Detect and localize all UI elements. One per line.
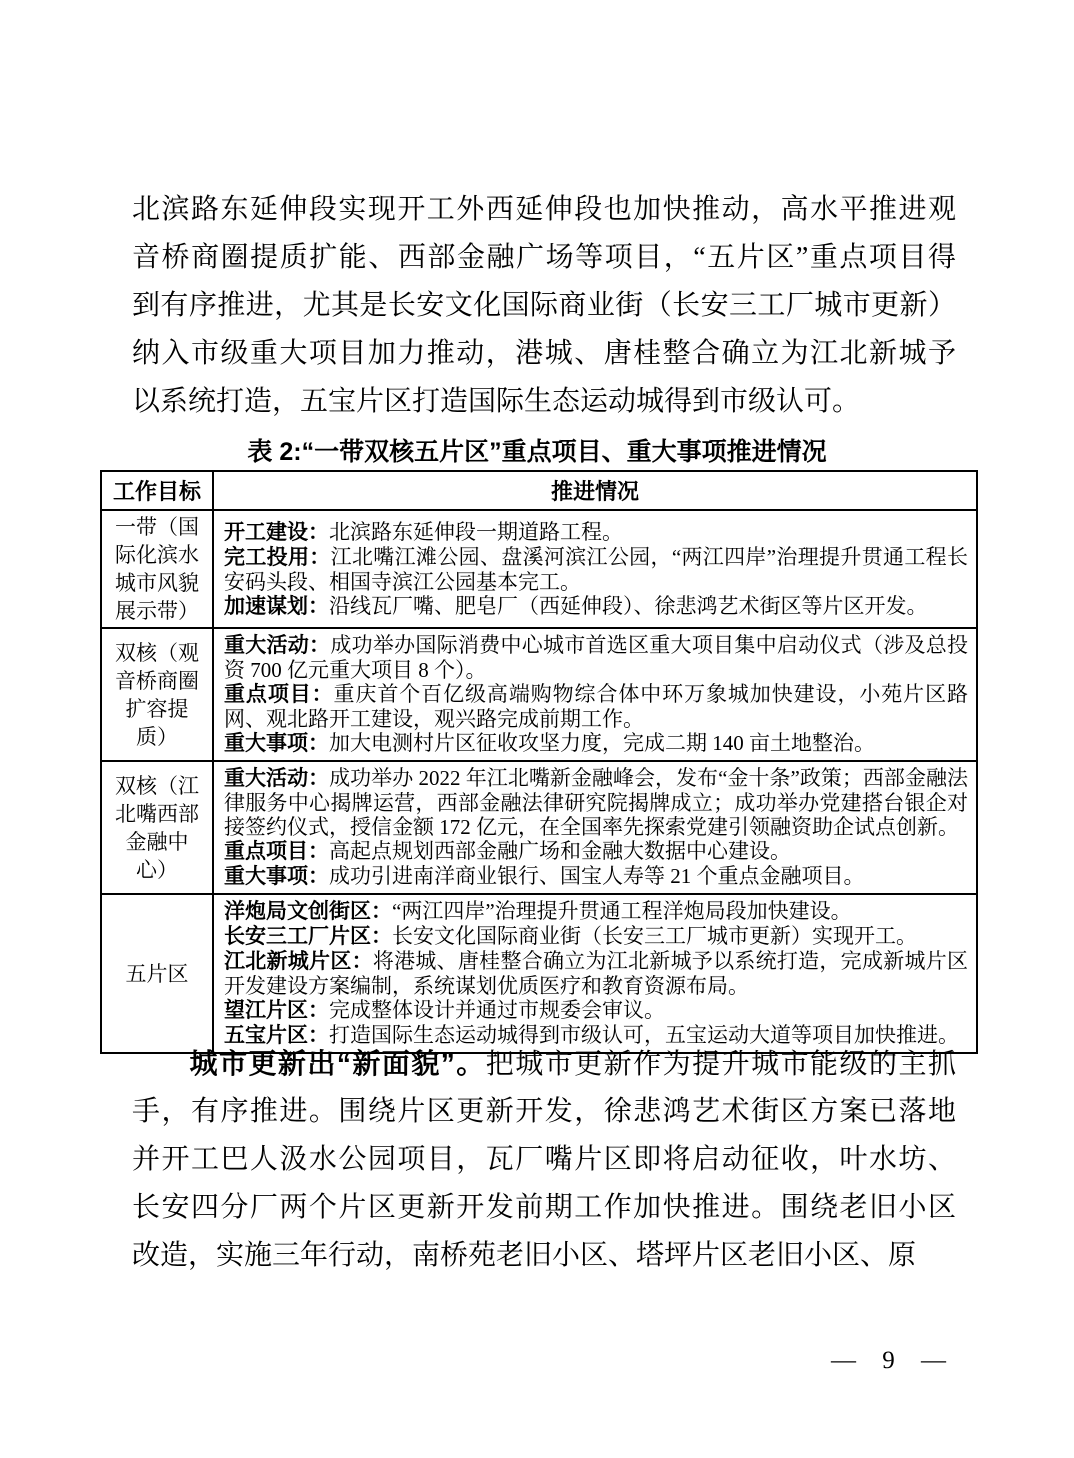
bold-lead-text: 城市更新出“新面貌”。	[188, 1048, 486, 1079]
progress-item-text: 江北嘴江滩公园、盘溪河滨江公园，“两江四岸”治理提升贯通工程长安码头段、相国寺滨江公园基本完工。	[224, 544, 969, 594]
work-goal-line: 五片区	[125, 961, 189, 986]
table-header-goal: 工作目标	[101, 471, 213, 510]
progress-item-text: 成功举办 2022 年江北嘴新金融峰会，发布“金十条”政策；西部金融法律服务中心揭牌运营，西部金融法律研究院揭牌成立；成功举办党建搭台银企对接签约仪式，授信金额 172 亿元，在全国率先探索党建引领融资助企试点创新。	[224, 766, 969, 839]
progress-item	[224, 839, 968, 864]
body-text: 把城市更新作为提升城市能级的主抓	[485, 1049, 956, 1080]
progress-item-label: 江北新城片区：	[224, 950, 373, 973]
body-text: 到有序推进，尤其是长安文化国际商业街（长安三工厂城市更新）	[132, 290, 956, 321]
progress-item-text: 完成整体设计并通过市规委会审议。	[329, 998, 665, 1022]
progress-item	[224, 766, 968, 839]
table-title: 表 2:“一带双核五片区”重点项目、重大事项推进情况	[247, 438, 827, 466]
progress-item	[224, 594, 968, 619]
work-goal-cell	[101, 894, 213, 1053]
paragraph-line	[132, 1184, 956, 1232]
paragraph-line	[132, 1088, 956, 1136]
progress-item	[224, 899, 968, 924]
body-text: 音桥商圈提质扩能、西部金融广场等项目，“五片区”重点项目得	[132, 242, 956, 273]
table-body	[101, 510, 977, 1053]
body-text: 纳入市级重大项目加力推动，港城、唐桂整合确立为江北新城予	[132, 338, 956, 369]
progress-item-text: 打造国际生态运动城得到市级认可，五宝运动大道等项目加快推进。	[329, 1023, 959, 1047]
progress-item-label: 重大事项：	[224, 865, 329, 888]
paragraph-top	[132, 186, 956, 426]
work-goal-cell	[101, 628, 213, 761]
paragraph-line	[132, 1040, 956, 1088]
progress-item	[224, 998, 968, 1023]
progress-item-label: 完工投用：	[224, 545, 331, 569]
progress-item-label: 重点项目：	[224, 840, 329, 863]
paragraph-bottom	[132, 1040, 956, 1280]
paragraph-line	[132, 330, 956, 378]
progress-item-label: 重大活动：	[224, 634, 331, 657]
progress-item	[224, 924, 968, 949]
progress-item-label: 加速谋划：	[224, 594, 329, 618]
progress-item	[224, 545, 968, 594]
progress-item-text: 沿线瓦厂嘴、肥皂厂（西延伸段）、徐悲鸿艺术街区等片区开发。	[329, 593, 928, 618]
body-text: 并开工巴人汲水公园项目，瓦厂嘴片区即将启动征收，叶水坊、	[132, 1144, 956, 1175]
progress-table	[100, 470, 978, 1054]
work-goal-line: 金融中	[125, 829, 189, 854]
paragraph-line	[132, 1136, 956, 1184]
body-text: 以系统打造，五宝片区打造国际生态运动城得到市级认可。	[132, 386, 861, 417]
progress-item	[224, 633, 968, 682]
progress-item-text: 成功引进南洋商业银行、国宝人寿等 21 个重点金融项目。	[329, 864, 865, 888]
table-row	[101, 510, 977, 628]
progress-item-text: “两江四岸”治理提升贯通工程洋炮局段加快建设。	[392, 899, 852, 923]
progress-item-label: 五宝片区：	[224, 1024, 329, 1047]
paragraph-line	[132, 378, 956, 426]
work-goal-line: 双核（江	[115, 773, 199, 798]
progress-item-text: 北滨路东延伸段一期道路工程。	[329, 519, 623, 544]
progress-item	[224, 731, 968, 756]
body-text: 北滨路东延伸段实现开工外西延伸段也加快推动，高水平推进观	[132, 194, 956, 225]
progress-status-cell	[213, 510, 977, 628]
work-goal-cell	[101, 510, 213, 628]
work-goal-cell	[101, 761, 213, 894]
paragraph-line	[132, 282, 956, 330]
work-goal-line: 一带（国	[115, 515, 199, 539]
table-row	[101, 628, 977, 761]
progress-item-label: 重大活动：	[224, 767, 330, 790]
work-goal-line: 双核（观	[115, 640, 199, 665]
paragraph-line	[132, 1232, 956, 1280]
progress-item-text: 加大电测村片区征收攻坚力度，完成二期 140 亩土地整治。	[329, 731, 875, 755]
progress-item-text: 成功举办国际消费中心城市首选区重大项目集中启动仪式（涉及总投资 700 亿元重大项目 8 个）。	[224, 633, 969, 682]
table-row	[101, 894, 977, 1053]
progress-item	[224, 864, 968, 889]
progress-item-label: 望江片区：	[224, 999, 329, 1022]
progress-item	[224, 520, 968, 545]
progress-item-label: 开工建设：	[224, 520, 329, 544]
progress-item-text: 长安文化国际商业街（长安三工厂城市更新）实现开工。	[392, 924, 917, 948]
progress-item-label: 洋炮局文创街区：	[224, 900, 392, 923]
table-header-status: 推进情况	[213, 471, 977, 510]
progress-item-text: 重庆首个百亿级高端购物综合体中环万象城加快建设，小苑片区路网、观北路开工建设，观兴路完成前期工作。	[224, 682, 968, 731]
table-header-row	[101, 471, 977, 510]
work-goal-line: 质）	[136, 724, 178, 749]
page-number: — 9 —	[831, 1347, 956, 1374]
body-text: 手，有序推进。围绕片区更新开发，徐悲鸿艺术街区方案已落地	[132, 1096, 956, 1127]
progress-item	[224, 682, 968, 731]
paragraph-line	[132, 234, 956, 282]
progress-status-cell	[213, 894, 977, 1053]
progress-status-cell	[213, 761, 977, 894]
work-goal-line: 际化滨水	[115, 543, 199, 567]
table-row	[101, 761, 977, 894]
work-goal-line: 音桥商圈	[115, 668, 199, 693]
work-goal-line: 心）	[136, 857, 178, 882]
progress-item	[224, 949, 968, 998]
progress-item-text: 将港城、唐桂整合确立为江北新城予以系统打造，完成新城片区开发建设方案编制，系统谋划优质医疗和教育资源布局。	[224, 949, 969, 998]
progress-status-cell	[213, 628, 977, 761]
body-text: 长安四分厂两个片区更新开发前期工作加快推进。围绕老旧小区	[132, 1192, 956, 1223]
work-goal-line: 扩容提	[125, 696, 189, 721]
progress-item-text: 高起点规划西部金融广场和金融大数据中心建设。	[329, 839, 791, 863]
progress-item-label: 重大事项：	[224, 732, 329, 755]
progress-item-label: 长安三工厂片区：	[224, 925, 392, 948]
work-goal-line: 展示带）	[115, 599, 199, 623]
progress-item-label: 重点项目：	[224, 683, 334, 706]
work-goal-line: 城市风貌	[115, 571, 199, 595]
paragraph-line	[132, 186, 956, 234]
work-goal-line: 北嘴西部	[115, 801, 199, 826]
body-text: 改造，实施三年行动，南桥苑老旧小区、塔坪片区老旧小区、原	[132, 1240, 917, 1271]
